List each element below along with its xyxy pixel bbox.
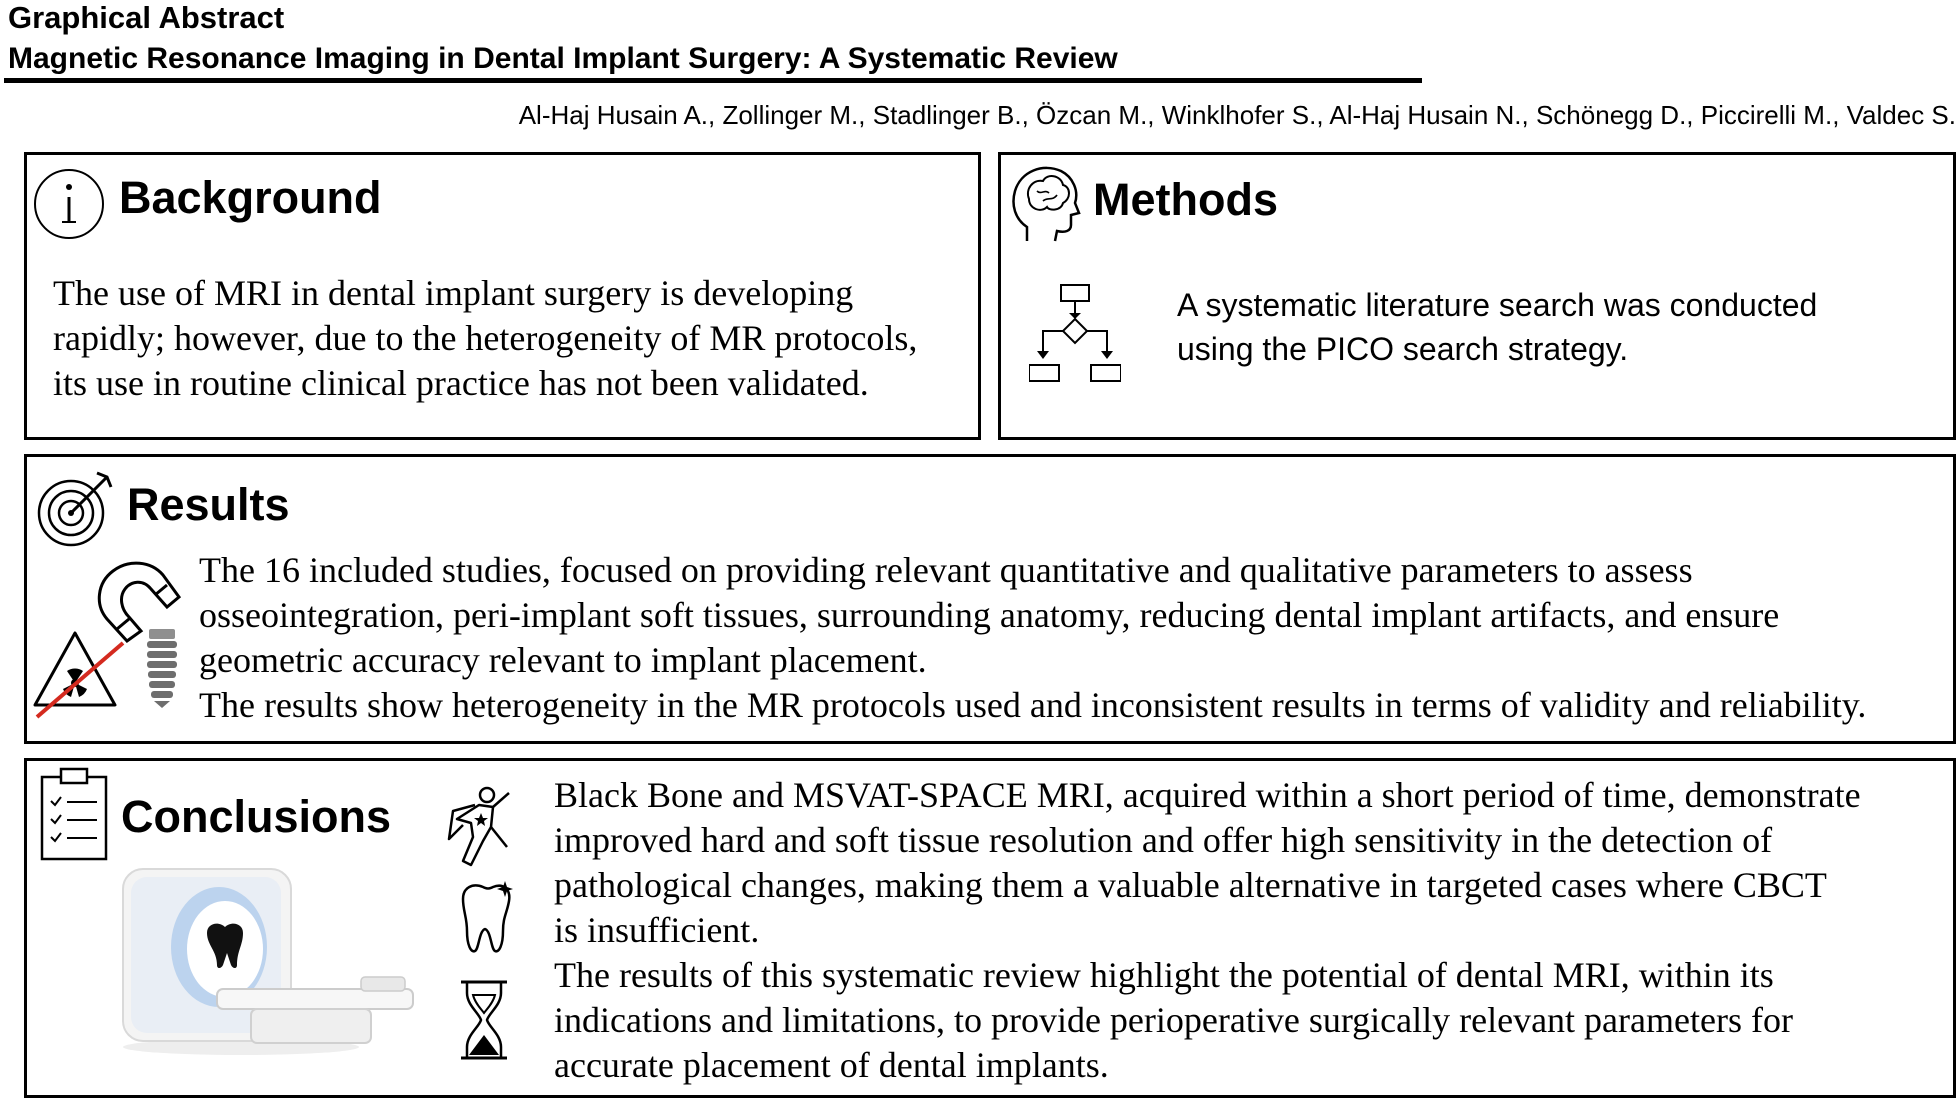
checklist-icon <box>39 767 109 863</box>
conclusions-line: accurate placement of dental implants. <box>554 1045 1109 1085</box>
background-text <box>53 271 917 406</box>
results-panel <box>24 454 1956 744</box>
conclusions-text <box>554 773 1861 1088</box>
paper-title: Magnetic Resonance Imaging in Dental Implant Surgery: A Systematic Review <box>8 42 1118 75</box>
methods-line: using the PICO search strategy. <box>1177 331 1629 367</box>
results-line: The 16 included studies, focused on providing relevant quantitative and qualitative parameters to assess <box>199 550 1693 590</box>
conclusions-panel <box>24 758 1956 1098</box>
conclusions-line: is insufficient. <box>554 910 760 950</box>
results-title: Results <box>127 479 290 530</box>
background-line: The use of MRI in dental implant surgery is developing <box>53 273 854 313</box>
conclusions-line: The results of this systematic review highlight the potential of dental MRI, within its <box>554 955 1774 995</box>
mri-scanner-icon <box>121 861 421 1057</box>
abstract-label: Graphical Abstract <box>8 0 285 35</box>
background-panel <box>24 152 981 440</box>
conclusions-line: improved hard and soft tissue resolution and offer high sensitivity in the detection of <box>554 820 1773 860</box>
authors: Al-Haj Husain A., Zollinger M., Stadlinger B., Özcan M., Winklhofer S., Al-Haj Husain N., Schönegg D., Piccirelli M., Valdec S. <box>518 100 1956 130</box>
methods-line: A systematic literature search was conducted <box>1177 287 1818 323</box>
methods-text <box>1177 283 1817 371</box>
methods-panel <box>998 152 1956 440</box>
target-icon <box>33 467 119 549</box>
methods-title: Methods <box>1093 174 1278 225</box>
background-title: Background <box>119 172 382 223</box>
results-line: geometric accuracy relevant to implant placement. <box>199 640 927 680</box>
conclusions-line: Black Bone and MSVAT-SPACE MRI, acquired within a short period of time, demonstrate <box>554 775 1861 815</box>
results-line: osseointegration, peri-implant soft tissues, surrounding anatomy, reducing dental implant artifacts, and ensure <box>199 595 1780 635</box>
conclusions-title: Conclusions <box>121 791 392 842</box>
title-rule <box>4 78 1422 83</box>
brain-head-icon <box>1007 161 1081 245</box>
conclusions-line: indications and limitations, to provide perioperative surgically relevant parameters for <box>554 1000 1793 1040</box>
hourglass-icon <box>459 979 509 1061</box>
no-radiation-icon <box>33 625 131 721</box>
conclusions-line: pathological changes, making them a valuable alternative in targeted cases where CBCT <box>554 865 1827 905</box>
results-line: The results show heterogeneity in the MR protocols used and inconsistent results in terms of validity and reliability. <box>199 685 1867 725</box>
superhero-icon <box>447 785 511 869</box>
background-line: its use in routine clinical practice has not been validated. <box>53 363 869 403</box>
background-line: rapidly; however, due to the heterogeneity of MR protocols, <box>53 318 918 358</box>
tooth-icon <box>455 879 519 955</box>
dental-implant-icon <box>145 627 179 709</box>
info-icon <box>30 165 108 243</box>
results-text <box>199 548 1866 728</box>
flowchart-icon <box>1029 283 1121 391</box>
